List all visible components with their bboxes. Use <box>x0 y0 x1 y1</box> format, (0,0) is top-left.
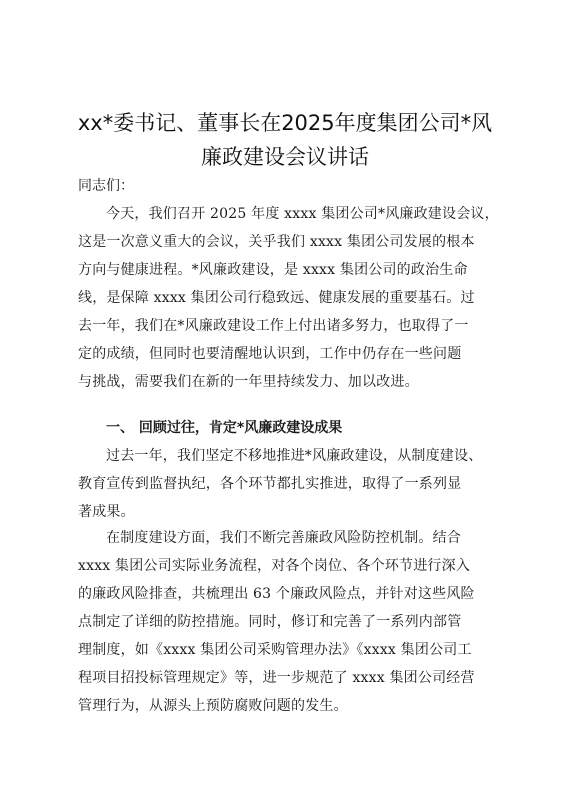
paragraph-line: 与挑战，需要我们在新的一年里持续发力、加以改进。 <box>78 374 419 390</box>
paragraph-line: 管理行为，从源头上预防腐败问题的发生。 <box>78 698 348 714</box>
paragraph-institution <box>78 524 498 720</box>
paragraph-line: 理制度，如《xxxx 集团公司采购管理办法》《xxxx 集团公司工 <box>78 642 472 658</box>
document-title <box>40 106 530 174</box>
section-heading: 一、 回顾过往，肯定*风廉政建设成果 <box>106 420 343 436</box>
paragraph-opening <box>78 200 498 396</box>
paragraph-line: 今天，我们召开 2025 年度 xxxx 集团公司*风廉政建设会议， <box>106 206 499 222</box>
title-line-1: xx*委书记、董事长在2025年度集团公司*风 <box>77 111 493 135</box>
paragraph-line: 方向与健康进程。*风廉政建设，是 xxxx 集团公司的政治生命 <box>78 262 468 278</box>
title-line-2: 廉政建设会议讲话 <box>201 145 369 169</box>
paragraph-line: 点制定了详细的防控措施。同时，修订和完善了一系列内部管 <box>78 614 462 630</box>
paragraph-line: 的廉政风险排查，共梳理出 63 个廉政风险点，并针对这些风险 <box>78 586 475 602</box>
paragraph-line: 过去一年，我们坚定不移地推进*风廉政建设，从制度建设、 <box>106 448 483 464</box>
paragraph-review <box>78 442 498 526</box>
paragraph-line: 著成果。 <box>78 504 135 520</box>
paragraph-line: 教育宣传到监督执纪，各个环节都扎实推进，取得了一系列显 <box>78 476 462 492</box>
greeting: 同志们： <box>78 178 134 194</box>
paragraph-line: xxxx 集团公司实际业务流程，对各个岗位、各个环节进行深入 <box>78 558 471 574</box>
paragraph-line: 定的成绩，但同时也要清醒地认识到，工作中仍存在一些问题 <box>78 346 462 362</box>
paragraph-line: 线，是保障 xxxx 集团公司行稳致远、健康发展的重要基石。过 <box>78 290 475 306</box>
paragraph-line: 去一年，我们在*风廉政建设工作上付出诸多努力，也取得了一 <box>78 318 469 334</box>
paragraph-line: 程项目招投标管理规定》等，进一步规范了 xxxx 集团公司经营 <box>78 670 475 686</box>
paragraph-line: 这是一次意义重大的会议，关乎我们 xxxx 集团公司发展的根本 <box>78 234 475 250</box>
paragraph-line: 在制度建设方面，我们不断完善廉政风险防控机制。结合 <box>106 530 461 546</box>
